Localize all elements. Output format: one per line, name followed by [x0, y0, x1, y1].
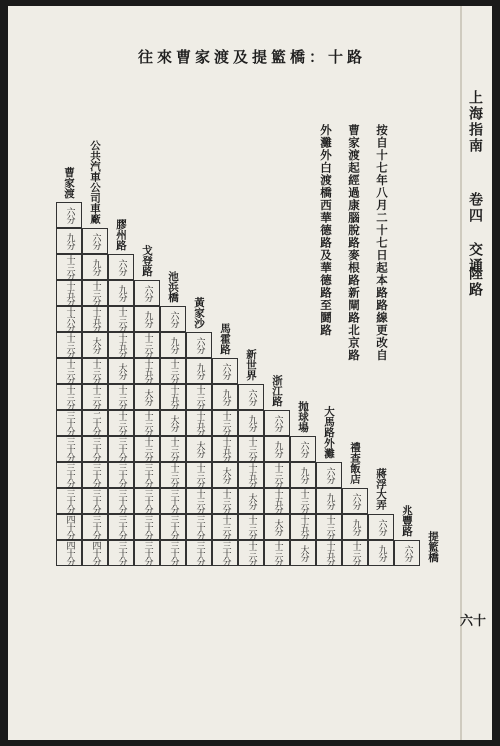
fare-value: 十三分	[194, 489, 205, 513]
fare-value: 十三分	[194, 385, 205, 409]
fare-cell	[56, 228, 82, 254]
fare-cell	[56, 306, 82, 332]
fare-cell	[108, 514, 134, 540]
fare-value: 十五分	[116, 333, 127, 357]
fare-value: 大分	[220, 467, 231, 483]
fare-value: 大分	[246, 493, 257, 509]
fare-value: 三十分	[64, 411, 75, 435]
fare-cell	[160, 488, 186, 514]
fare-cell	[82, 410, 108, 436]
fare-cell	[82, 358, 108, 384]
fare-value: 九分	[376, 545, 387, 561]
fare-value: 九分	[350, 519, 361, 535]
fare-cell	[212, 540, 238, 566]
fare-value: 三十分	[142, 489, 153, 513]
fare-cell	[160, 462, 186, 488]
fare-value: 九分	[272, 441, 283, 457]
fare-cell	[82, 228, 108, 254]
fare-cell	[108, 358, 134, 384]
fare-value: 三十分	[142, 541, 153, 565]
fare-value: 十三分	[90, 281, 101, 305]
fare-cell	[56, 436, 82, 462]
fare-value: 三十分	[168, 489, 179, 513]
fare-value: 二十分	[90, 411, 101, 435]
fare-value: 十三分	[298, 489, 309, 513]
fare-value: 十五分	[246, 463, 257, 487]
fare-cell	[108, 540, 134, 566]
fare-cell	[56, 332, 82, 358]
fare-cell	[212, 462, 238, 488]
fare-cell	[134, 540, 160, 566]
fare-value: 十三分	[350, 541, 361, 565]
fare-cell	[134, 436, 160, 462]
fare-value: 十三分	[142, 411, 153, 435]
fare-value: 十三分	[64, 385, 75, 409]
fare-cell	[134, 514, 160, 540]
fare-value: 十三分	[246, 515, 257, 539]
fare-cell	[82, 488, 108, 514]
fare-value: 十三分	[272, 541, 283, 565]
fare-cell	[264, 488, 290, 514]
fare-cell	[212, 514, 238, 540]
fare-cell	[134, 384, 160, 410]
fare-cell	[264, 410, 290, 436]
fare-cell	[108, 332, 134, 358]
fare-value: 大分	[272, 519, 283, 535]
fare-cell	[82, 332, 108, 358]
fare-value: 十三分	[116, 411, 127, 435]
fare-value: 六分	[272, 415, 283, 431]
fare-cell	[316, 488, 342, 514]
fare-cell	[56, 280, 82, 306]
fare-cell	[290, 488, 316, 514]
fare-cell	[160, 436, 186, 462]
note-line-1: 按自十七年八月二十七日起本路路線更改自	[375, 124, 389, 362]
fare-value: 大分	[116, 363, 127, 379]
fare-cell	[316, 540, 342, 566]
fare-value: 九分	[246, 415, 257, 431]
fare-cell	[134, 280, 160, 306]
fare-value: 十三分	[64, 359, 75, 383]
fare-value: 三十分	[194, 515, 205, 539]
fare-cell	[368, 540, 394, 566]
stop-label: 公共汽車公司車廠	[89, 140, 101, 224]
fare-cell	[238, 488, 264, 514]
fare-cell	[212, 358, 238, 384]
fare-cell	[290, 540, 316, 566]
fare-cell	[238, 384, 264, 410]
fare-value: 十三分	[168, 437, 179, 461]
fare-value: 四十分	[64, 515, 75, 539]
fare-cell	[186, 488, 212, 514]
fare-cell	[238, 514, 264, 540]
fare-value: 三十分	[116, 541, 127, 565]
fare-value: 三十分	[194, 541, 205, 565]
fare-value: 九分	[142, 311, 153, 327]
fare-cell	[56, 384, 82, 410]
fare-cell	[186, 410, 212, 436]
fare-value: 六分	[402, 545, 413, 561]
fare-cell	[82, 384, 108, 410]
fare-value: 三十分	[168, 515, 179, 539]
fare-value: 大分	[168, 415, 179, 431]
stop-label: 禮查飯店	[349, 442, 361, 484]
fare-value: 十三分	[324, 515, 335, 539]
fare-value: 十五分	[142, 359, 153, 383]
fare-cell	[56, 462, 82, 488]
fare-cell	[160, 540, 186, 566]
fare-value: 九分	[116, 285, 127, 301]
fare-cell	[82, 540, 108, 566]
fare-cell	[264, 514, 290, 540]
fare-cell	[264, 436, 290, 462]
fare-value: 六分	[116, 259, 127, 275]
fare-value: 三十分	[90, 489, 101, 513]
stop-label: 膠州路	[115, 218, 127, 250]
fare-cell	[238, 436, 264, 462]
fare-value: 三十分	[168, 541, 179, 565]
fare-value: 十三分	[90, 385, 101, 409]
fare-value: 三十分	[64, 463, 75, 487]
fare-cell	[56, 488, 82, 514]
fare-cell	[108, 306, 134, 332]
fare-cell	[108, 488, 134, 514]
running-head-left: 上海指南	[467, 90, 483, 154]
fare-cell	[316, 514, 342, 540]
fare-value: 六分	[142, 285, 153, 301]
fare-value: 十三分	[64, 333, 75, 357]
fare-cell	[56, 540, 82, 566]
fare-cell	[186, 540, 212, 566]
stop-label: 新世界	[245, 348, 257, 380]
fare-value: 十五分	[194, 411, 205, 435]
fare-value: 十五分	[324, 541, 335, 565]
stop-label: 黃家沙	[193, 296, 205, 328]
fare-value: 三十分	[142, 463, 153, 487]
fare-value: 十三分	[142, 437, 153, 461]
fare-value: 六分	[350, 493, 361, 509]
fare-cell	[212, 410, 238, 436]
fare-cell	[56, 514, 82, 540]
fare-value: 十三分	[272, 463, 283, 487]
fare-cell	[290, 462, 316, 488]
note-line-3: 外灘外白渡橋西華德路及華德路至鬪路	[319, 124, 333, 337]
fare-cell	[238, 462, 264, 488]
fare-value: 三十分	[220, 541, 231, 565]
fare-value: 三十分	[90, 515, 101, 539]
fare-cell	[56, 358, 82, 384]
fare-value: 十三分	[220, 515, 231, 539]
fare-value: 九分	[298, 467, 309, 483]
fare-value: 大分	[142, 389, 153, 405]
fare-value: 十三分	[194, 463, 205, 487]
fare-cell	[108, 280, 134, 306]
stop-label: 池浜橋	[167, 270, 179, 302]
stop-label: 馬霍路	[219, 322, 231, 354]
fare-value: 三十分	[142, 515, 153, 539]
fare-cell	[238, 410, 264, 436]
fare-cell	[108, 436, 134, 462]
fare-value: 六分	[90, 233, 101, 249]
fare-cell	[368, 514, 394, 540]
fare-cell	[264, 540, 290, 566]
fare-cell	[56, 410, 82, 436]
fare-cell	[160, 384, 186, 410]
fare-cell	[56, 254, 82, 280]
fare-value: 六分	[324, 467, 335, 483]
fare-value: 十三分	[116, 307, 127, 331]
fare-value: 大分	[194, 441, 205, 457]
fare-cell	[160, 306, 186, 332]
fare-value: 十五分	[220, 437, 231, 461]
stop-label: 浙江路	[271, 374, 283, 406]
fare-value: 十五分	[298, 515, 309, 539]
fare-cell	[160, 410, 186, 436]
fare-value: 九分	[90, 259, 101, 275]
fare-value: 十三分	[64, 255, 75, 279]
fare-value: 三十分	[116, 463, 127, 487]
fare-cell	[160, 514, 186, 540]
fare-cell	[186, 358, 212, 384]
fare-cell	[82, 254, 108, 280]
fare-value: 四十分	[64, 541, 75, 565]
fare-value: 十三分	[220, 411, 231, 435]
stop-label: 大馬路外灘	[323, 405, 335, 458]
page-title: 往來曹家渡及提籃橋：十路	[137, 48, 366, 66]
fare-value: 十三分	[220, 489, 231, 513]
fare-value: 六分	[246, 389, 257, 405]
fare-cell	[186, 514, 212, 540]
fare-value: 三十分	[116, 489, 127, 513]
fare-cell	[212, 384, 238, 410]
fare-cell	[134, 332, 160, 358]
fare-value: 十三分	[90, 359, 101, 383]
note-line-2: 曹家渡起經過康腦脫路麥根路新閘路北京路	[347, 124, 361, 362]
fare-value: 十五分	[64, 281, 75, 305]
fare-value: 四十分	[90, 541, 101, 565]
stop-label: 提籃橋	[427, 530, 439, 562]
fare-cell	[108, 254, 134, 280]
stop-label: 曹家渡	[63, 166, 75, 198]
fare-value: 大分	[90, 337, 101, 353]
page	[8, 6, 492, 740]
fare-value: 十五分	[272, 489, 283, 513]
page-number: 六十	[460, 614, 487, 629]
fare-cell	[134, 306, 160, 332]
fare-cell	[316, 462, 342, 488]
fare-cell	[82, 514, 108, 540]
fare-value: 三十分	[116, 437, 127, 461]
fare-cell	[134, 488, 160, 514]
stop-label: 抛球場	[297, 400, 309, 432]
fare-cell	[82, 436, 108, 462]
fare-cell	[160, 358, 186, 384]
running-head-right: 陸路	[467, 266, 483, 298]
fare-cell	[56, 202, 82, 228]
fare-cell	[186, 436, 212, 462]
fare-cell	[134, 462, 160, 488]
fare-cell	[108, 462, 134, 488]
fare-cell	[108, 384, 134, 410]
fare-value: 三十分	[64, 489, 75, 513]
fare-cell	[290, 436, 316, 462]
page-fold	[460, 6, 462, 740]
fare-value: 九分	[324, 493, 335, 509]
fare-cell	[238, 540, 264, 566]
fare-value: 大分	[298, 545, 309, 561]
fare-cell	[212, 436, 238, 462]
fare-value: 三十分	[64, 437, 75, 461]
fare-value: 六分	[194, 337, 205, 353]
fare-cell	[186, 384, 212, 410]
fare-cell	[134, 358, 160, 384]
stop-label: 戈登路	[141, 244, 153, 276]
fare-value: 十三分	[168, 463, 179, 487]
fare-value: 六分	[376, 519, 387, 535]
fare-value: 九分	[194, 363, 205, 379]
fare-cell	[342, 514, 368, 540]
fare-cell	[108, 410, 134, 436]
fare-cell	[186, 332, 212, 358]
fare-value: 十五分	[168, 385, 179, 409]
fare-cell	[212, 488, 238, 514]
stop-label: 蔣浮大弄	[375, 468, 387, 510]
fare-value: 六分	[64, 207, 75, 223]
fare-value: 六分	[220, 363, 231, 379]
fare-value: 十五分	[90, 307, 101, 331]
fare-value: 三十分	[90, 437, 101, 461]
fare-value: 九分	[64, 233, 75, 249]
fare-cell	[394, 540, 420, 566]
fare-cell	[264, 462, 290, 488]
fare-cell	[160, 332, 186, 358]
fare-cell	[82, 306, 108, 332]
fare-cell	[342, 488, 368, 514]
fare-cell	[186, 462, 212, 488]
fare-cell	[342, 540, 368, 566]
fare-cell	[290, 514, 316, 540]
fare-cell	[82, 280, 108, 306]
fare-value: 十三分	[142, 333, 153, 357]
fare-value: 十六分	[64, 307, 75, 331]
stop-label: 兆豐路	[401, 504, 413, 536]
fare-value: 十三分	[246, 437, 257, 461]
fare-cell	[82, 462, 108, 488]
fare-value: 九分	[220, 389, 231, 405]
fare-value: 九分	[168, 337, 179, 353]
fare-cell	[134, 410, 160, 436]
fare-value: 十三分	[116, 385, 127, 409]
fare-value: 三十分	[116, 515, 127, 539]
fare-value: 三十分	[90, 463, 101, 487]
fare-value: 六分	[298, 441, 309, 457]
fare-value: 六分	[168, 311, 179, 327]
running-head-middle: 卷四 交通	[467, 192, 483, 274]
fare-value: 十三分	[246, 541, 257, 565]
fare-value: 十三分	[168, 359, 179, 383]
